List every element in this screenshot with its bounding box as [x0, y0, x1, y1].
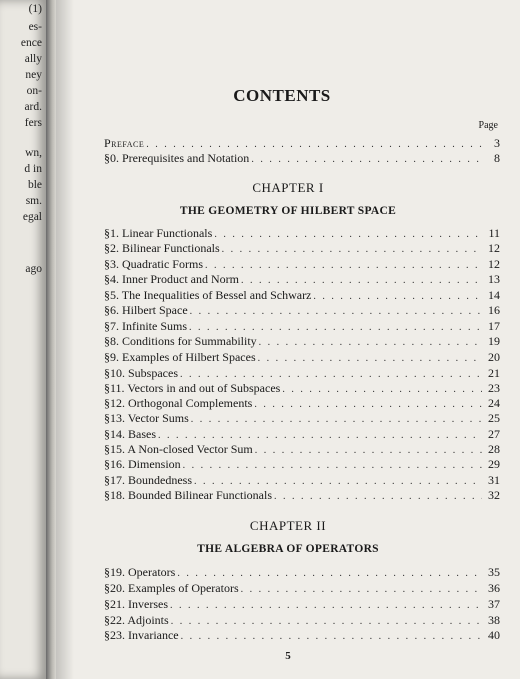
leader-dots: [171, 615, 482, 629]
leader-dots: [205, 259, 482, 273]
toc-entry-page: 20: [488, 350, 500, 364]
toc-entry-label: §23. Invariance: [104, 628, 179, 642]
toc-entry-label: §1. Linear Functionals: [104, 226, 213, 240]
toc-entry-page: 11: [488, 226, 500, 240]
leader-dots: [258, 352, 482, 366]
toc-entry[interactable]: [104, 350, 500, 366]
toc-entry[interactable]: [104, 151, 500, 167]
leader-dots: [251, 153, 482, 167]
left-page-fragment: ard.: [24, 101, 42, 113]
left-page-fragment: d in: [24, 163, 42, 175]
toc-entry[interactable]: [104, 457, 500, 473]
toc-entry-page: 25: [488, 411, 500, 425]
toc-entry[interactable]: [104, 473, 500, 489]
leader-dots: [189, 321, 482, 335]
toc-entry-page: 36: [488, 581, 500, 595]
leader-dots: [313, 290, 482, 304]
leader-dots: [214, 228, 482, 242]
toc-entry[interactable]: [104, 488, 500, 504]
toc-entry-label: §7. Infinite Sums: [104, 319, 187, 333]
toc-entry-label: §13. Vector Sums: [104, 411, 189, 425]
left-page-fragment: wn,: [25, 147, 42, 159]
toc-entry-page: 35: [488, 565, 500, 579]
toc-entry-label: §12. Orthogonal Complements: [104, 396, 253, 410]
toc-entry-page: 12: [488, 241, 500, 255]
page-column-header: Page: [478, 120, 498, 131]
page-title: CONTENTS: [233, 86, 331, 105]
toc-entry-label: §0. Prerequisites and Notation: [104, 151, 250, 165]
leader-dots: [158, 429, 482, 443]
leader-dots: [282, 383, 482, 397]
toc-entry-page: 32: [488, 488, 500, 502]
toc-entry-page: 17: [488, 319, 500, 333]
toc-entry-page: 21: [488, 366, 500, 380]
toc-entry-page: 28: [488, 442, 500, 456]
toc-entry-label: §15. A Non-closed Vector Sum: [104, 442, 253, 456]
left-page-fragment: sm.: [25, 195, 42, 207]
toc-entry[interactable]: [104, 613, 500, 629]
left-page-fragment: on-: [26, 85, 42, 97]
toc-entry-page: 24: [488, 396, 500, 410]
toc-entry-label: §6. Hilbert Space: [104, 303, 188, 317]
toc-entry-label: §11. Vectors in and out of Subspaces: [104, 381, 281, 395]
toc-entry-page: 37: [488, 597, 500, 611]
leader-dots: [190, 305, 482, 319]
contents-page: [56, 0, 520, 679]
left-page-fragment: es-: [28, 21, 42, 33]
toc-entry-page: 40: [488, 628, 500, 642]
leader-dots: [191, 413, 482, 427]
leader-dots: [181, 630, 482, 644]
toc-entry-preface[interactable]: [104, 136, 500, 152]
toc-entry[interactable]: [104, 628, 500, 644]
toc-entry-page: 27: [488, 427, 500, 441]
toc-entry-label: §10. Subspaces: [104, 366, 178, 380]
toc-entry-label: Preface: [104, 136, 145, 150]
toc-entry-label: §3. Quadratic Forms: [104, 257, 203, 271]
toc-entry[interactable]: [104, 427, 500, 443]
toc-entry-label: §20. Examples of Operators: [104, 581, 239, 595]
left-page-fragment: egal: [22, 211, 42, 223]
toc-entry-page: 19: [488, 334, 500, 348]
toc-entry-page: 12: [488, 257, 500, 271]
toc-entry[interactable]: [104, 226, 500, 242]
book-gutter: [46, 0, 56, 679]
toc-entry[interactable]: [104, 565, 500, 581]
left-page-fragment: ble: [27, 179, 42, 191]
toc-entry[interactable]: [104, 411, 500, 427]
left-facing-page: [0, 0, 46, 679]
toc-entry-label: §18. Bounded Bilinear Functionals: [104, 488, 272, 502]
toc-entry-label: §14. Bases: [104, 427, 156, 441]
leader-dots: [259, 336, 482, 350]
leader-dots: [194, 475, 482, 489]
toc-entry[interactable]: [104, 257, 500, 273]
toc-entry[interactable]: [104, 581, 500, 597]
leader-dots: [274, 490, 482, 504]
toc-entry-label: §4. Inner Product and Norm: [104, 272, 239, 286]
left-page-fragment: fers: [24, 117, 42, 129]
leader-dots: [241, 583, 482, 597]
leader-dots: [183, 459, 482, 473]
toc-entry[interactable]: [104, 303, 500, 319]
leader-dots: [222, 243, 482, 257]
page-number: 5: [285, 650, 291, 662]
toc-entry-page: 16: [488, 303, 500, 317]
chapter-title: THE GEOMETRY OF HILBERT SPACE: [179, 205, 397, 217]
toc-entry-page: 13: [488, 272, 500, 286]
leader-dots: [177, 567, 482, 581]
toc-entry-page: 31: [488, 473, 500, 487]
toc-entry[interactable]: [104, 442, 500, 458]
toc-entry-label: §17. Boundedness: [104, 473, 192, 487]
toc-entry[interactable]: [104, 319, 500, 335]
leader-dots: [170, 599, 482, 613]
toc-entry[interactable]: [104, 597, 500, 613]
toc-entry-page: 23: [488, 381, 500, 395]
toc-entry[interactable]: [104, 366, 500, 382]
toc-entry-label: §16. Dimension: [104, 457, 181, 471]
toc-entry-label: §2. Bilinear Functionals: [104, 241, 220, 255]
toc-entry-page: 8: [494, 151, 500, 165]
leader-dots: [255, 444, 482, 458]
toc-entry-page: 29: [488, 457, 500, 471]
toc-entry[interactable]: [104, 396, 500, 412]
toc-entry[interactable]: [104, 241, 500, 257]
left-page-fragment: ney: [25, 69, 42, 81]
toc-entry[interactable]: [104, 334, 500, 350]
toc-entry[interactable]: [104, 272, 500, 288]
toc-entry-label: §21. Inverses: [104, 597, 168, 611]
toc-entry-page: 3: [494, 136, 500, 150]
toc-entry[interactable]: [104, 288, 500, 304]
leader-dots: [241, 274, 482, 288]
toc-entry-label: §22. Adjoints: [104, 613, 169, 627]
left-page-fragment: ence: [20, 37, 42, 49]
leader-dots: [180, 368, 482, 382]
chapter-number: CHAPTER I: [252, 180, 324, 195]
left-page-fragment: ago: [25, 263, 42, 275]
toc-entry-label: §5. The Inequalities of Bessel and Schwarz: [104, 288, 312, 302]
left-page-fragment: (1): [28, 3, 42, 15]
leader-dots: [254, 398, 482, 412]
toc-entry-page: 38: [488, 613, 500, 627]
leader-dots: [146, 138, 482, 152]
toc-entry-page: 14: [488, 288, 500, 302]
toc-entry-label: §9. Examples of Hilbert Spaces: [104, 350, 256, 364]
left-page-fragment: ally: [24, 53, 42, 65]
toc-entry[interactable]: [104, 381, 500, 397]
chapter-number: CHAPTER II: [249, 518, 327, 533]
chapter-title: THE ALGEBRA OF OPERATORS: [197, 543, 379, 555]
toc-entry-label: §19. Operators: [104, 565, 176, 579]
toc-entry-label: §8. Conditions for Summability: [104, 334, 257, 348]
